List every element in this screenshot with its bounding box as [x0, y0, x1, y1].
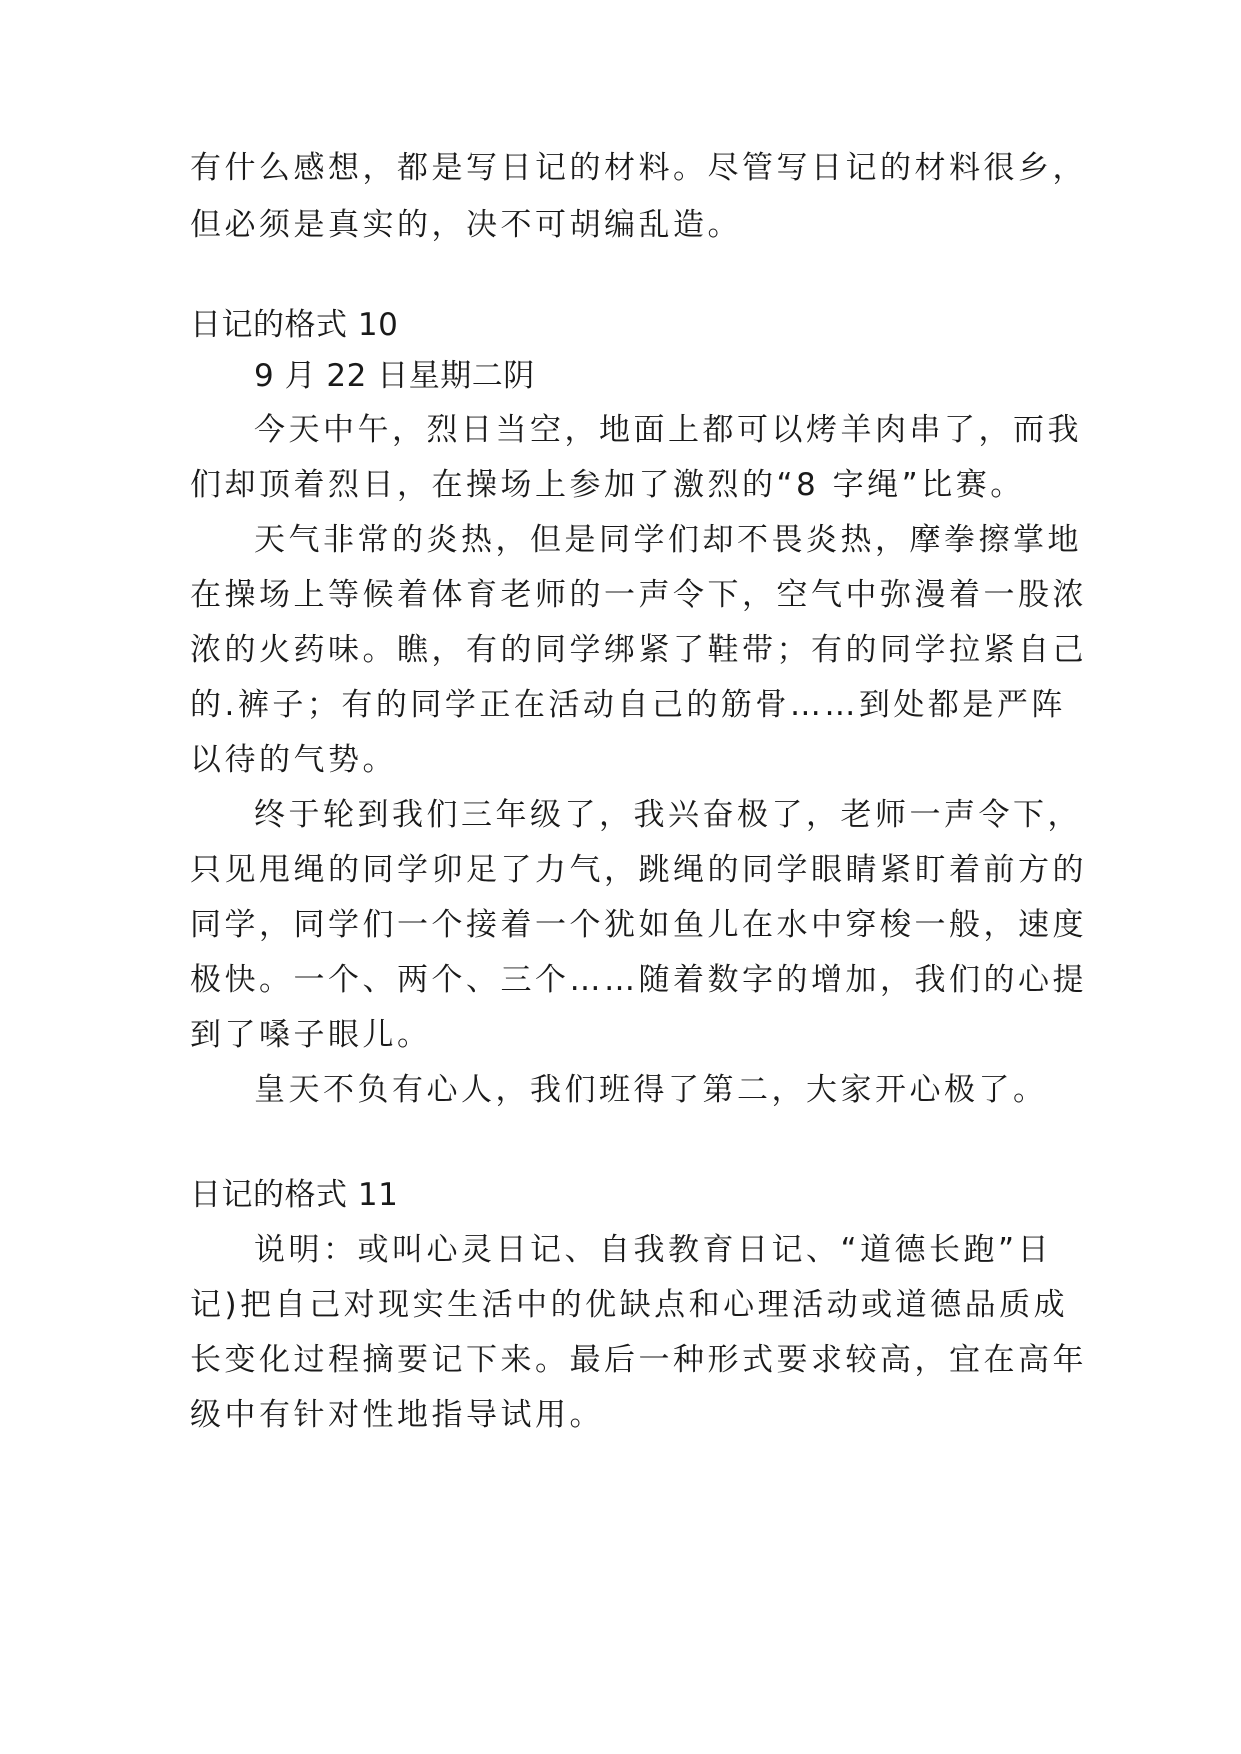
s10-p3-line-1: 终于轮到我们三年级了，我兴奋极了，老师一声令下，	[254, 797, 1082, 833]
s10-p2-line-3: 浓的火药味。瞧，有的同学绑紧了鞋带；有的同学拉紧自己	[190, 632, 1087, 668]
s11-p1-line-4: 级中有针对性地指导试用。	[190, 1397, 604, 1433]
section-11-heading: 日记的格式 11	[190, 1177, 399, 1213]
s10-p4-line-1: 皇天不负有心人，我们班得了第二，大家开心极了。	[254, 1072, 1048, 1108]
s10-p3-line-2: 只见甩绳的同学卯足了力气，跳绳的同学眼睛紧盯着前方的	[190, 852, 1087, 888]
s11-p1-line-2: 记)把自己对现实生活中的优缺点和心理活动或道德品质成	[190, 1287, 1069, 1323]
s10-p2-line-4: 的.裤子；有的同学正在活动自己的筋骨……到处都是严阵	[190, 687, 1066, 723]
s10-p3-line-4: 极快。一个、两个、三个……随着数字的增加，我们的心提	[190, 962, 1087, 998]
s10-p2-line-2: 在操场上等候着体育老师的一声令下，空气中弥漫着一股浓	[190, 577, 1087, 613]
intro-line-2: 但必须是真实的，决不可胡编乱造。	[190, 207, 742, 243]
s11-p1-line-3: 长变化过程摘要记下来。最后一种形式要求较高，宜在高年	[190, 1342, 1087, 1378]
s10-p2-line-1: 天气非常的炎热，但是同学们却不畏炎热，摩拳擦掌地	[254, 522, 1082, 558]
s10-p1-line-2: 们却顶着烈日，在操场上参加了激烈的“8 字绳”比赛。	[190, 467, 1025, 503]
s10-p3-line-3: 同学，同学们一个接着一个犹如鱼儿在水中穿梭一般，速度	[190, 907, 1087, 943]
section-10-date: 9 月 22 日星期二阴	[254, 358, 535, 394]
s11-p1-line-1: 说明：或叫心灵日记、自我教育日记、“道德长跑”日	[254, 1232, 1053, 1268]
s10-p2-line-5: 以待的气势。	[190, 742, 397, 778]
section-10-heading: 日记的格式 10	[190, 307, 399, 343]
s10-p1-line-1: 今天中午，烈日当空，地面上都可以烤羊肉串了，而我	[254, 412, 1082, 448]
s10-p3-line-5: 到了嗓子眼儿。	[190, 1017, 432, 1053]
intro-line-1: 有什么感想，都是写日记的材料。尽管写日记的材料很乡，	[190, 150, 1087, 186]
